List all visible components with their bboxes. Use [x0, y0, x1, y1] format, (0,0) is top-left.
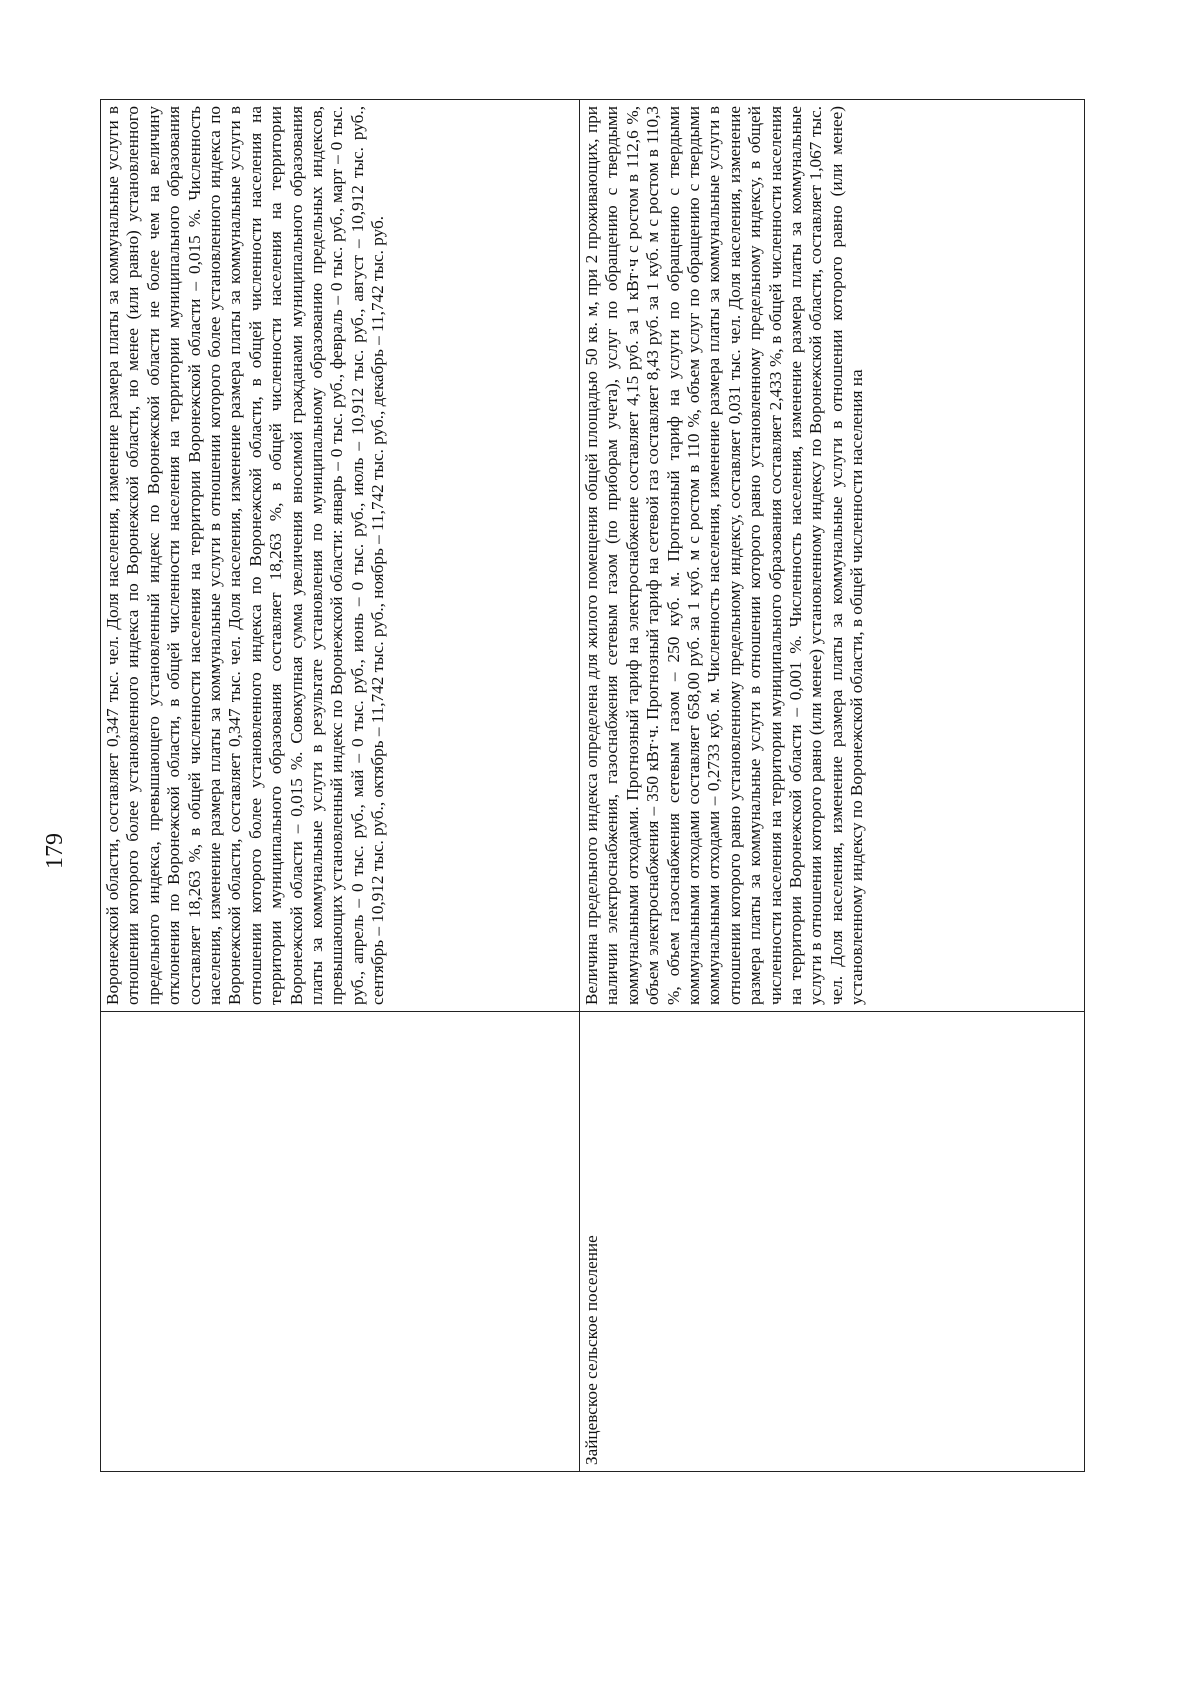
description-cell: Воронежской области, составляет 0,347 тыс. чел. Доля населения, изменение размера платы за коммунальные услуги в отношении которого более установленного индекса по Воронежской области, но менее (или равно) установленного предельного индекса, превышающего установленный индекс по Воронежской области не более чем на величину отклонения по Воронежской области, в общей численности населения на территории муниципального образования составляет 18,263 %, в общей численности населения на территории Воронежской области – 0,015 %. Численность населения, изменение размера платы за коммунальные услуги в отношении которого более установленного индекса по Воронежской области, составляет 0,347 тыс. чел. Доля населения, изменение размера платы за коммунальные услуги в отношении которого более установленного индекса по Воронежской области, в общей численности населения на территории муниципального образования составляет 18,263 %, в общей численности населения на территории Воронежской области – 0,015 %. Совокупная сумма увеличения вносимой гражданами муниципального образования платы за коммунальные услуги в результате установления по муниципальному образованию предельных индексов, превышающих установленный индекс по Воронежской области: январь – 0 тыс. руб., февраль – 0 тыс. руб., март – 0 тыс. руб., апрель – 0 тыс. руб., май – 0 тыс. руб., июнь – 0 тыс. руб., июль – 10,912 тыс. руб., август – 10,912 тыс. руб., сентябрь – 10,912 тыс. руб., октябрь – 11,742 тыс. руб., ноябрь – 11,742 тыс. руб., декабрь – 11,742 тыс. руб. [101, 100, 580, 1012]
page-number: 179 [42, 833, 68, 869]
municipality-name-cell [101, 1012, 580, 1472]
table-row [580, 100, 1085, 1472]
municipality-name-cell: Зайцевское сельское поселение [580, 1012, 1085, 1472]
description-cell: Величина предельного индекса определена для жилого помещения общей площадью 50 кв. м, при 2 проживающих, при наличии электроснабжения, газоснабжения сетевым газом (по приборам учета), услуг по обращению с твердыми коммунальными отходами. Прогнозный тариф на электроснабжение составляет 4,15 руб. за 1 кВт·ч с ростом в 112,6 %, объем электроснабжения – 350 кВт·ч. Прогнозный тариф на сетевой газ составляет 8,43 руб. за 1 куб. м с ростом в 110,3 %, объем газоснабжения сетевым газом – 250 куб. м. Прогнозный тариф на услуги по обращению с твердыми коммунальными отходами составляет 658,00 руб. за 1 куб. м с ростом в 110 %, объем услуг по обращению с твердыми коммунальными отходами – 0,2733 куб. м. Численность населения, изменение размера платы за коммунальные услуги в отношении которого равно установленному предельному индексу, составляет 0,031 тыс. чел. Доля населения, изменение размера платы за коммунальные услуги в отношении которого равно установленному предельному индексу, в общей численности населения на территории муниципального образования составляет 2,433 %, в общей численности населения на территории Воронежской области – 0,001 %. Численность населения, изменение размера платы за коммунальные услуги в отношении которого равно (или менее) установленному индексу по Воронежской области, составляет 1,067 тыс. чел. Доля населения, изменение размера платы за коммунальные услуги в отношении которого равно (или менее) установленному индексу по Воронежской области, в общей численности населения на [580, 100, 1085, 1012]
tariff-table [100, 99, 1085, 1472]
table-row [101, 100, 580, 1472]
